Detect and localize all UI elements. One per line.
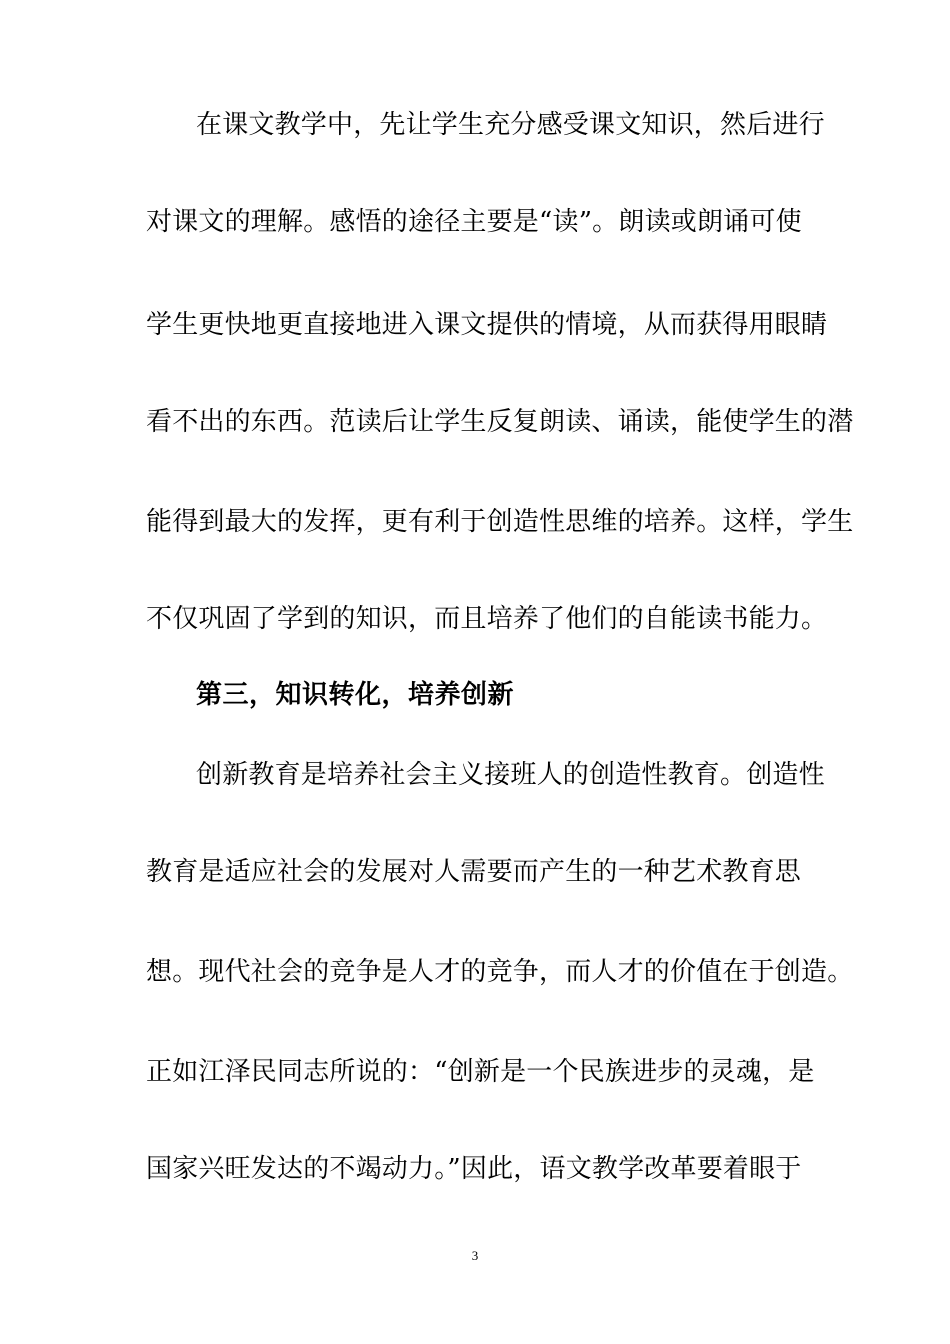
paragraph-1-line-1: 在课文教学中，先让学生充分感受课文知识，然后进行 <box>196 110 825 140</box>
paragraph-1-line-3: 学生更快地更直接地进入课文提供的情境，从而获得用眼睛 <box>146 310 828 340</box>
section-heading: 第三，知识转化，培养创新 <box>196 680 515 710</box>
paragraph-2-line-1: 创新教育是培养社会主义接班人的创造性教育。创造性 <box>196 760 825 790</box>
page-number: 3 <box>471 1248 479 1263</box>
paragraph-1-line-4: 看不出的东西。范读后让学生反复朗读、诵读，能使学生的潜 <box>146 407 854 437</box>
paragraph-2-line-2: 教育是适应社会的发展对人需要而产生的一种艺术教育思 <box>146 857 802 887</box>
paragraph-1-line-5: 能得到最大的发挥，更有利于创造性思维的培养。这样，学生 <box>146 507 854 537</box>
paragraph-2-line-3: 想。现代社会的竞争是人才的竞争，而人才的价值在于创造。 <box>146 957 854 987</box>
paragraph-2-line-5: 国家兴旺发达的不竭动力。”因此，语文教学改革要着眼于 <box>146 1154 802 1184</box>
paragraph-1-line-2: 对课文的理解。感悟的途径主要是“读”。朗读或朗诵可使 <box>146 207 802 237</box>
paragraph-2-line-4: 正如江泽民同志所说的：“创新是一个民族进步的灵魂，是 <box>146 1057 815 1087</box>
paragraph-1-line-6: 不仅巩固了学到的知识，而且培养了他们的自能读书能力。 <box>146 604 828 634</box>
